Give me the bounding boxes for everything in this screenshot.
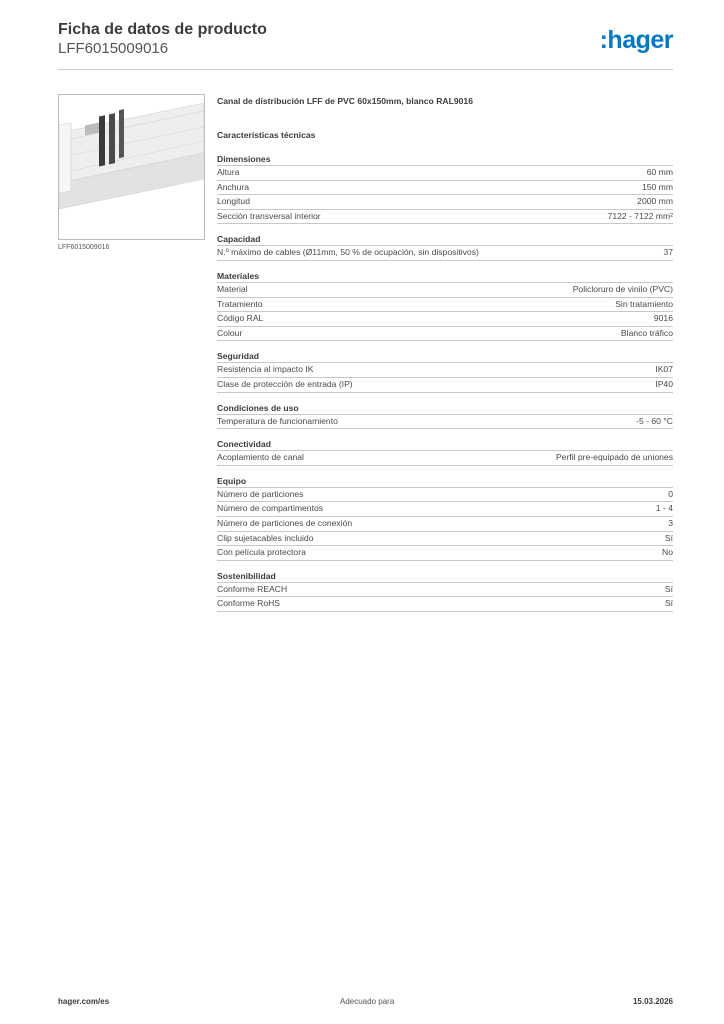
product-code: LFF6015009016	[58, 40, 169, 57]
spec-label: Conforme RoHS	[217, 598, 281, 609]
spec-label: Con película protectora	[217, 547, 306, 558]
spec-row	[217, 245, 673, 261]
spec-rows	[217, 450, 673, 466]
spec-value: 3	[668, 517, 673, 528]
spec-row	[217, 282, 673, 297]
section-title: Equipo	[217, 475, 247, 486]
spec-value: Policloruro de vinilo (PVC)	[572, 283, 673, 294]
spec-label: Anchura	[217, 181, 250, 192]
spec-value: Sin tratamiento	[615, 298, 673, 309]
spec-row	[217, 487, 673, 502]
spec-value: 9016	[653, 313, 673, 324]
spec-content	[217, 96, 673, 612]
spec-rows	[217, 582, 673, 612]
spec-row	[217, 180, 673, 195]
spec-label: Número de particiones de conexión	[217, 517, 353, 528]
spec-value: Sí	[664, 598, 673, 609]
spec-value: 7122 - 7122 mm²	[607, 210, 673, 221]
spec-value: IK07	[655, 364, 673, 375]
spec-section	[217, 270, 673, 341]
spec-value: 37	[663, 247, 673, 258]
spec-rows	[217, 282, 673, 341]
spec-row	[217, 362, 673, 377]
spec-value: 150 mm	[641, 181, 673, 192]
page-title: Ficha de datos de producto	[58, 21, 267, 38]
spec-row	[217, 516, 673, 531]
tech-heading: Características técnicas	[217, 130, 316, 140]
spec-section	[217, 475, 673, 561]
product-name: Canal de distribución LFF de PVC 60x150mm, blanco RAL9016	[217, 96, 473, 106]
section-title: Dimensiones	[217, 154, 271, 164]
spec-value: No	[662, 547, 673, 558]
spec-value: 1 - 4	[655, 503, 673, 514]
footer-website: hager.com/es	[58, 997, 110, 1006]
spec-row	[217, 596, 673, 612]
spec-section	[217, 570, 673, 612]
spec-section	[217, 350, 673, 392]
spec-section	[217, 233, 673, 261]
spec-value: 2000 mm	[637, 196, 673, 207]
section-title: Seguridad	[217, 351, 260, 362]
header-divider	[58, 69, 673, 70]
spec-rows	[217, 245, 673, 261]
spec-label: Tratamiento	[217, 298, 263, 309]
section-title: Capacidad	[217, 234, 261, 245]
spec-label: Número de particiones	[217, 488, 304, 499]
section-title: Sostenibilidad	[217, 570, 276, 581]
product-image	[58, 94, 205, 240]
spec-row	[217, 194, 673, 209]
section-title: Conectividad	[217, 439, 271, 450]
spec-row	[217, 501, 673, 516]
spec-label: Resistencia al impacto IK	[217, 364, 314, 375]
spec-value: Sí	[664, 532, 673, 543]
spec-value: Blanco tráfico	[620, 327, 673, 338]
spec-row	[217, 531, 673, 546]
spec-row	[217, 311, 673, 326]
spec-label: Temperatura de funcionamiento	[217, 415, 338, 426]
section-title: Materiales	[217, 270, 260, 281]
spec-label: Colour	[217, 327, 243, 338]
spec-value: 0	[668, 488, 673, 499]
spec-label: Clip sujetacables incluido	[217, 532, 314, 543]
spec-value: -5 - 60 °C	[636, 415, 673, 426]
spec-value: 60 mm	[646, 167, 673, 177]
spec-value: Sí	[664, 583, 673, 594]
footer-date: 15.03.2026	[632, 997, 673, 1006]
spec-section	[217, 438, 673, 466]
section-title: Condiciones de uso	[217, 402, 299, 413]
spec-rows	[217, 414, 673, 430]
spec-value: Perfil pre-equipado de uniones	[555, 452, 673, 463]
spec-sections	[217, 153, 673, 612]
spec-label: Número de compartimentos	[217, 503, 324, 514]
spec-row	[217, 209, 673, 225]
image-caption: LFF6015009016	[58, 244, 110, 251]
spec-row	[217, 326, 673, 342]
spec-label: Longitud	[217, 196, 250, 207]
spec-rows	[217, 165, 673, 224]
spec-rows	[217, 362, 673, 392]
spec-rows	[217, 487, 673, 561]
spec-row	[217, 377, 673, 393]
spec-row	[217, 414, 673, 430]
spec-section	[217, 402, 673, 430]
spec-label: Sección transversal interior	[217, 210, 321, 221]
cable-trunking-illustration	[59, 95, 204, 239]
spec-row	[217, 450, 673, 466]
spec-row	[217, 582, 673, 597]
hager-logo: :hager	[599, 26, 673, 54]
spec-label: Conforme REACH	[217, 583, 288, 594]
spec-label: Código RAL	[217, 313, 264, 324]
spec-label: Clase de protección de entrada (IP)	[217, 378, 353, 389]
spec-row	[217, 545, 673, 561]
spec-label: Acoplamiento de canal	[217, 452, 304, 463]
spec-section	[217, 153, 673, 224]
spec-row	[217, 297, 673, 312]
page-header	[58, 20, 673, 58]
footer-suitable: Adecuado para	[340, 997, 395, 1006]
spec-value: IP40	[655, 378, 673, 389]
spec-label: N.º máximo de cables (Ø11mm, 50 % de ocupación, sin dispositivos)	[217, 247, 479, 258]
spec-label: Material	[217, 283, 248, 294]
spec-label: Altura	[217, 167, 240, 177]
spec-row	[217, 165, 673, 180]
